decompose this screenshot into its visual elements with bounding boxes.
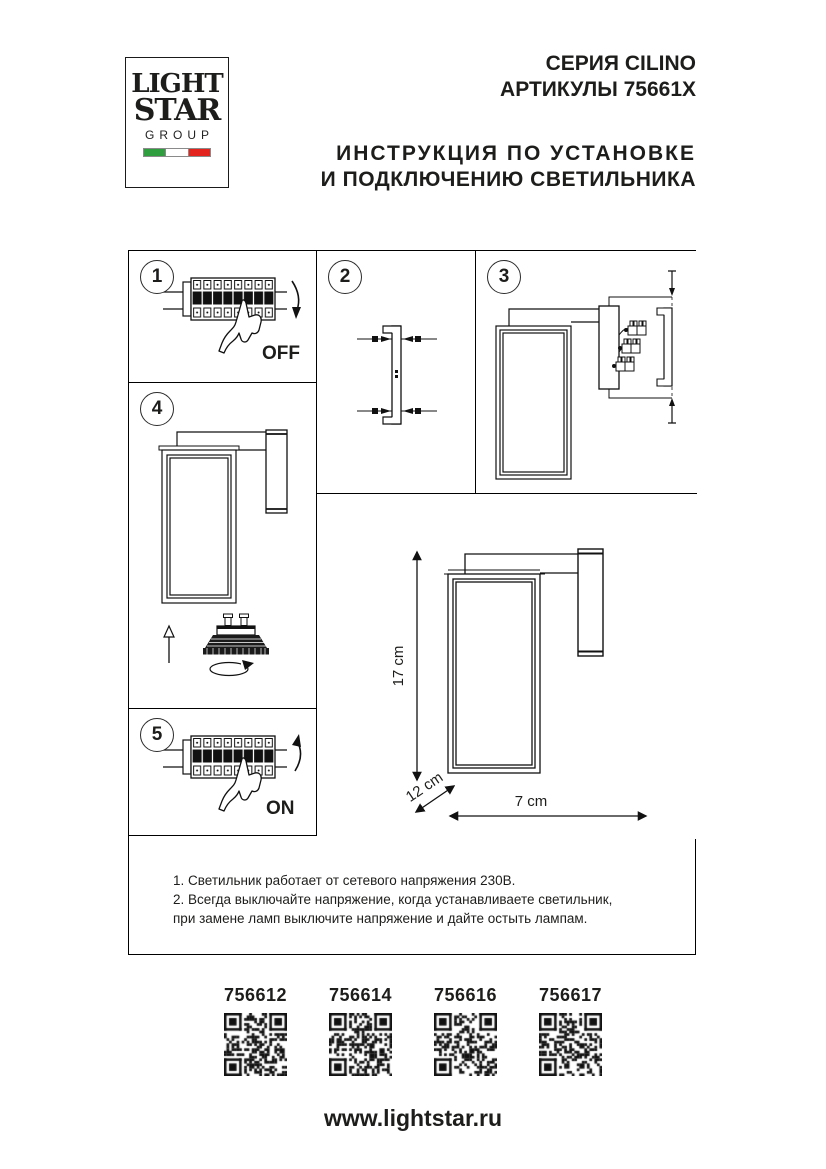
step5-number-badge: 5 <box>140 718 174 752</box>
depth-dimension <box>403 769 454 812</box>
mounting-plate <box>599 306 619 389</box>
qr-item <box>533 985 608 1076</box>
breaker-end-cap <box>183 740 191 774</box>
qr-code-image <box>539 1013 602 1076</box>
step3-number-badge: 3 <box>487 260 521 294</box>
wall-bracket <box>664 308 672 386</box>
screw-icon <box>415 408 421 414</box>
mounting-plate <box>266 430 287 513</box>
lamp-body <box>162 450 236 603</box>
lightstar-logo <box>125 57 229 188</box>
flag-white-stripe <box>165 149 188 156</box>
safety-notes <box>173 871 663 928</box>
instruction-diagram-box <box>128 250 696 955</box>
off-label: OFF <box>262 343 300 364</box>
logo-word-star: STAR <box>133 93 221 128</box>
step4-number-badge: 4 <box>140 392 174 426</box>
lamp-top-cap <box>159 446 239 450</box>
qr-code-image <box>329 1013 392 1076</box>
series-title: СЕРИЯ CILINO <box>545 52 696 75</box>
lamp-body <box>448 574 540 773</box>
breaker-modules <box>192 279 274 319</box>
articles-title: АРТИКУЛЫ 75661X <box>500 78 696 101</box>
lamp-dimensions-diagram <box>317 494 697 839</box>
on-label: ON <box>266 798 295 819</box>
step1-panel-power-off <box>129 251 317 383</box>
insert-up-arrow-icon <box>164 626 174 663</box>
note-line-3: при замене ламп выключите напряжение и дайте остыть лампам. <box>173 911 588 926</box>
step5-panel-power-on <box>129 709 317 836</box>
breaker-modules <box>192 737 274 777</box>
bulb-insertion-diagram <box>129 383 317 709</box>
arrow-down-icon <box>292 281 299 310</box>
screw-icon <box>372 336 378 342</box>
step2-panel-bracket <box>317 251 476 494</box>
instruction-title-line2: И ПОДКЛЮЧЕНИЮ СВЕТИЛЬНИКА <box>320 168 696 191</box>
italian-flag-icon <box>143 148 211 157</box>
qr-code-image <box>224 1013 287 1076</box>
lamp-body <box>496 326 571 479</box>
flag-red-stripe <box>189 149 210 156</box>
depth-dimension-label: 12 cm <box>402 768 447 806</box>
width-dimension <box>450 793 646 816</box>
note-line-2: 2. Всегда выключайте напряжение, когда устанавливаете светильник, <box>173 892 613 907</box>
lamp-arm <box>509 309 599 326</box>
width-dimension-label: 7 cm <box>514 793 548 810</box>
step1-number-badge: 1 <box>140 260 174 294</box>
mounting-plate <box>578 549 603 656</box>
qr-item <box>323 985 398 1076</box>
website-url: www.lightstar.ru <box>323 1105 503 1131</box>
article-number: 756617 <box>538 985 603 1005</box>
step3-panel-wiring <box>476 251 697 494</box>
rotate-arrow-icon <box>210 660 255 676</box>
article-number: 756614 <box>328 985 393 1005</box>
qr-code-image <box>434 1013 497 1076</box>
article-qr-codes <box>0 985 826 1076</box>
document-title-block <box>321 51 696 193</box>
gu10-bulb-icon <box>203 614 269 655</box>
qr-item <box>218 985 293 1076</box>
lamp-arm <box>465 554 578 574</box>
note-line-1: 1. Светильник работает от сетевого напряжения 230В. <box>173 873 516 888</box>
height-dimension-label: 17 cm <box>390 645 407 687</box>
step2-number-badge: 2 <box>328 260 362 294</box>
logo-word-light: LIGHT <box>131 69 223 99</box>
article-number: 756612 <box>223 985 288 1005</box>
flag-green-stripe <box>144 149 165 156</box>
screw-icon <box>415 336 421 342</box>
screw-icon <box>372 408 378 414</box>
dimension-drawing <box>317 494 697 839</box>
breaker-end-cap <box>183 282 191 316</box>
height-dimension <box>390 552 417 780</box>
step4-panel-bulb <box>129 383 317 709</box>
instruction-title-line1: ИНСТРУКЦИЯ ПО УСТАНОВКЕ <box>336 142 696 165</box>
logo-word-group: GROUP <box>144 128 214 142</box>
article-number: 756616 <box>433 985 498 1005</box>
qr-item <box>428 985 503 1076</box>
